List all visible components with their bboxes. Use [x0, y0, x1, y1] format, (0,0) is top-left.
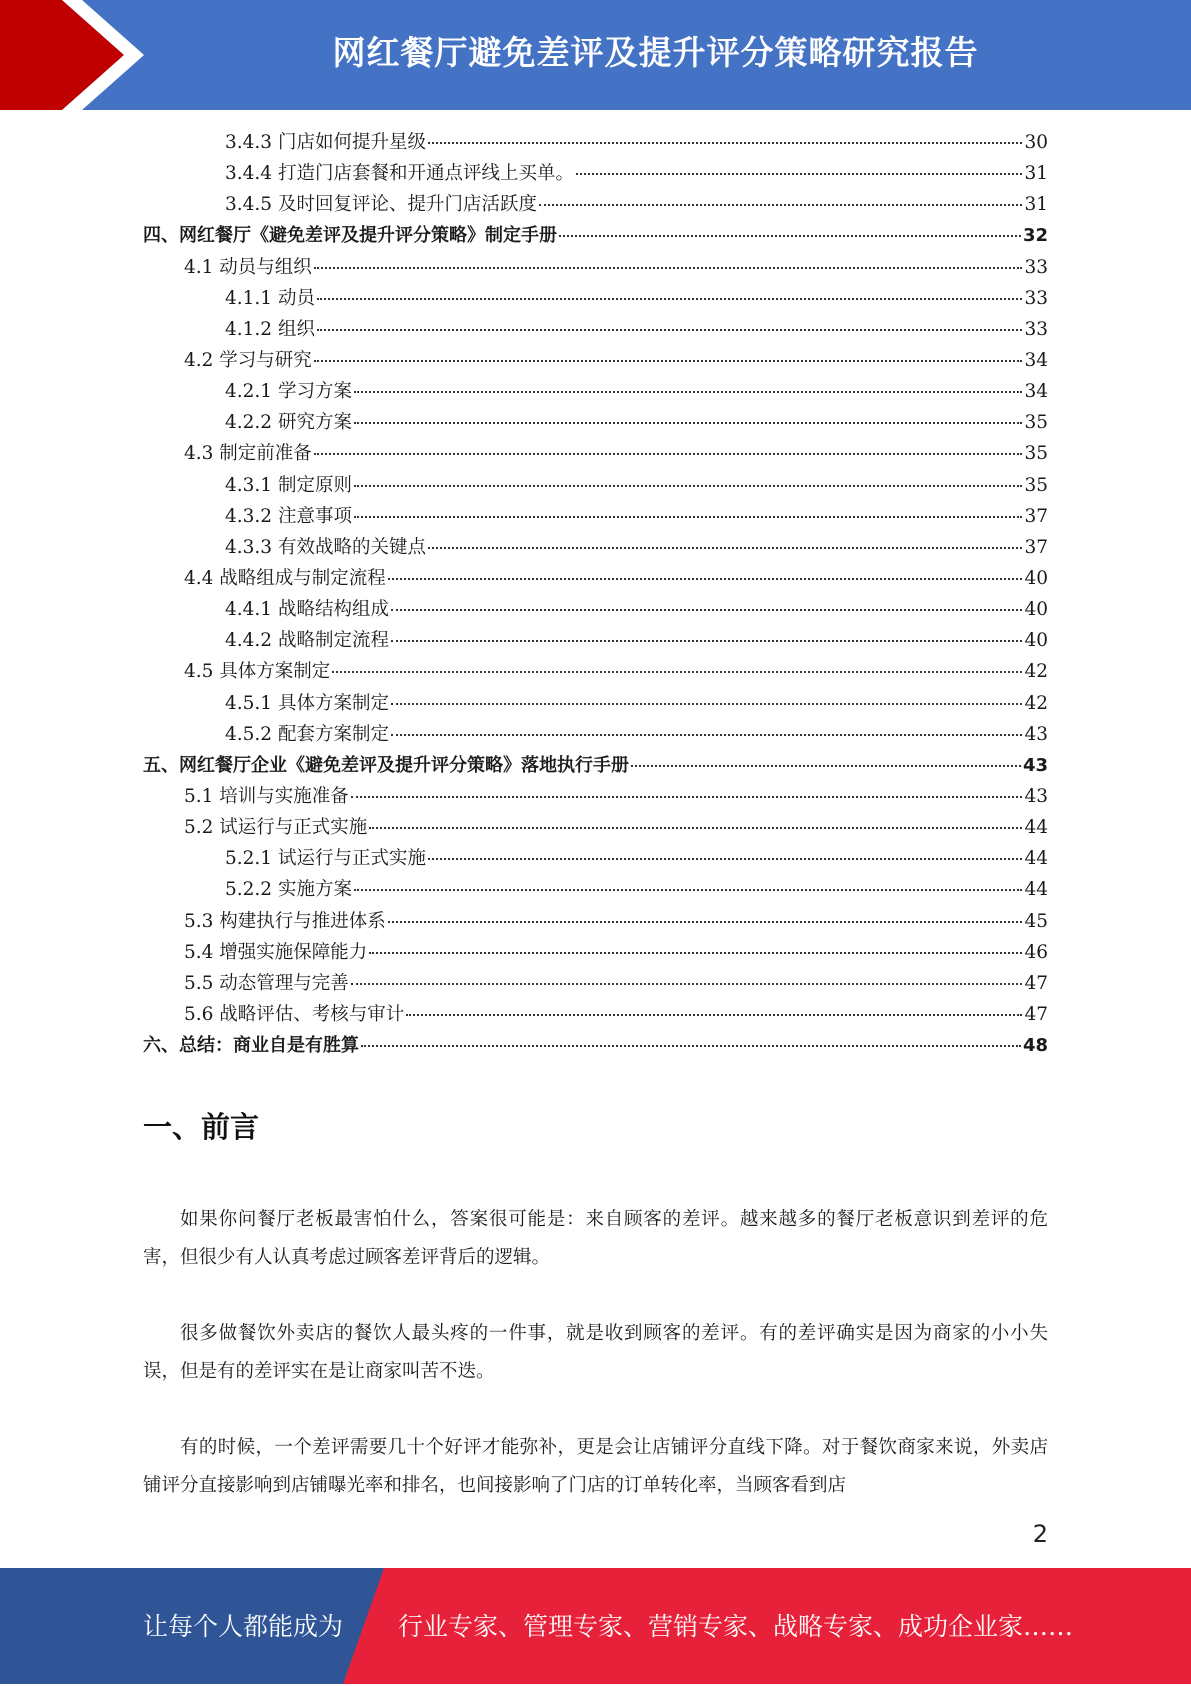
toc-entry-title: 5.6 战略评估、考核与审计: [184, 1003, 405, 1025]
section-heading: 一、前言: [143, 1110, 260, 1144]
toc-entry-page: 37: [1024, 505, 1048, 527]
toc-entry[interactable]: [143, 626, 1048, 657]
document-title: 网红餐厅避免差评及提升评分策略研究报告: [332, 33, 979, 72]
toc-dot-leader: [391, 639, 1022, 642]
toc-dot-leader: [314, 266, 1023, 269]
toc-dot-leader: [351, 982, 1023, 985]
toc-dot-leader: [559, 234, 1021, 237]
toc-entry-title: 4.2.1 学习方案: [225, 381, 352, 403]
toc-entry[interactable]: [143, 875, 1048, 906]
toc-entry-title: 5.2 试运行与正式实施: [184, 817, 368, 839]
toc-entry-page: 31: [1024, 194, 1048, 216]
toc-entry-page: 46: [1024, 941, 1048, 963]
toc-entry-title: 4.4.2 战略制定流程: [225, 630, 389, 652]
toc-dot-leader: [354, 390, 1023, 393]
toc-entry-page: 43: [1024, 785, 1048, 807]
toc-entry-page: 47: [1024, 1003, 1048, 1025]
toc-entry-page: 42: [1024, 692, 1048, 714]
toc-entry[interactable]: [143, 813, 1048, 844]
toc-entry-title: 5.5 动态管理与完善: [184, 972, 349, 994]
toc-entry-page: 30: [1024, 132, 1048, 153]
toc-entry-title: 4.1.1 动员: [225, 287, 315, 309]
toc-entry-title: 六、总结：商业自是有胜算: [143, 1035, 359, 1057]
toc-entry-title: 4.1 动员与组织: [184, 256, 312, 278]
toc-entry-page: 33: [1024, 318, 1048, 340]
toc-entry[interactable]: [143, 720, 1048, 751]
toc-entry[interactable]: [143, 657, 1048, 688]
toc-entry[interactable]: [143, 1000, 1048, 1031]
toc-entry-page: 48: [1022, 1035, 1048, 1057]
footer-banner: [0, 1568, 1191, 1684]
toc-dot-leader: [388, 577, 1023, 580]
toc-entry-title: 5.4 增强实施保障能力: [184, 941, 368, 963]
toc-entry-title: 4.1.2 组织: [225, 318, 315, 340]
toc-entry[interactable]: [143, 595, 1048, 626]
toc-entry-title: 4.3.3 有效战略的关键点: [225, 536, 426, 558]
toc-entry[interactable]: [143, 502, 1048, 533]
toc-entry-title: 3.4.3 门店如何提升星级: [225, 132, 426, 153]
toc-entry[interactable]: [143, 844, 1048, 875]
toc-dot-leader: [354, 888, 1023, 891]
toc-dot-leader: [391, 702, 1022, 705]
toc-entry-title: 5.2.1 试运行与正式实施: [225, 848, 426, 870]
toc-entry-title: 4.5.1 具体方案制定: [225, 692, 389, 714]
toc-entry-title: 4.4.1 战略结构组成: [225, 599, 389, 621]
toc-entry[interactable]: [143, 533, 1048, 564]
toc-entry-page: 35: [1024, 474, 1048, 496]
toc-entry-page: 34: [1024, 381, 1048, 403]
paragraph: 很多做餐饮外卖店的餐饮人最头疼的一件事，就是收到顾客的差评。有的差评确实是因为商家的小小失误，但是有的差评实在是让商家叫苦不迭。: [143, 1323, 1048, 1382]
toc-dot-leader: [428, 141, 1022, 144]
toc-dot-leader: [332, 670, 1022, 673]
toc-dot-leader: [576, 172, 1022, 175]
toc-entry[interactable]: [143, 1031, 1048, 1062]
toc-entry-page: 35: [1024, 443, 1048, 465]
toc-dot-leader: [428, 857, 1022, 860]
toc-entry[interactable]: [143, 346, 1048, 377]
toc-entry-title: 4.2.2 研究方案: [225, 412, 352, 434]
toc-dot-leader: [391, 608, 1022, 611]
toc-entry-page: 32: [1022, 225, 1048, 247]
toc-entry-title: 4.3.1 制定原则: [225, 474, 352, 496]
toc-dot-leader: [361, 1044, 1021, 1047]
toc-entry-page: 40: [1024, 567, 1048, 589]
toc-entry-title: 4.5.2 配套方案制定: [225, 723, 389, 745]
footer-slogan-right: 行业专家、管理专家、营销专家、战略专家、成功企业家……: [398, 1612, 1074, 1641]
toc-entry-title: 4.2 学习与研究: [184, 349, 312, 371]
toc-entry[interactable]: [143, 221, 1048, 252]
toc-entry-page: 31: [1024, 163, 1048, 185]
toc-entry-title: 5.1 培训与实施准备: [184, 785, 349, 807]
toc-entry-page: 45: [1024, 910, 1048, 932]
toc-entry[interactable]: [143, 938, 1048, 969]
toc-dot-leader: [391, 733, 1022, 736]
toc-entry-title: 3.4.5 及时回复评论、提升门店活跃度: [225, 194, 537, 216]
toc-entry-title: 4.5 具体方案制定: [184, 661, 331, 683]
toc-entry[interactable]: [143, 377, 1048, 408]
toc-entry[interactable]: [143, 159, 1048, 190]
toc-entry[interactable]: [143, 190, 1048, 221]
toc-entry[interactable]: [143, 751, 1048, 782]
toc-entry-page: 43: [1022, 754, 1048, 776]
toc-entry[interactable]: [143, 253, 1048, 284]
toc-dot-leader: [369, 951, 1022, 954]
toc-entry-title: 5.2.2 实施方案: [225, 879, 352, 901]
toc-entry[interactable]: [143, 128, 1048, 159]
toc-dot-leader: [314, 359, 1023, 362]
toc-entry[interactable]: [143, 969, 1048, 1000]
toc-entry-page: 37: [1024, 536, 1048, 558]
toc-entry-page: 43: [1024, 723, 1048, 745]
toc-entry[interactable]: [143, 408, 1048, 439]
table-of-contents: [143, 128, 1048, 1062]
toc-entry-title: 四、网红餐厅《避免差评及提升评分策略》制定手册: [143, 225, 557, 247]
toc-dot-leader: [354, 484, 1023, 487]
toc-entry-page: 44: [1024, 817, 1048, 839]
toc-entry-page: 44: [1024, 879, 1048, 901]
toc-entry[interactable]: [143, 284, 1048, 315]
toc-entry-title: 4.3.2 注意事项: [225, 505, 352, 527]
toc-entry-page: 44: [1024, 848, 1048, 870]
toc-entry-page: 42: [1024, 661, 1048, 683]
header-banner: [0, 0, 1191, 110]
toc-dot-leader: [631, 764, 1021, 767]
page-number: 2: [1032, 1520, 1048, 1548]
toc-dot-leader: [388, 920, 1023, 923]
toc-entry-page: 47: [1024, 972, 1048, 994]
toc-entry-title: 5.3 构建执行与推进体系: [184, 910, 386, 932]
toc-entry-title: 五、网红餐厅企业《避免差评及提升评分策略》落地执行手册: [143, 754, 629, 776]
toc-entry-page: 34: [1024, 349, 1048, 371]
toc-dot-leader: [428, 546, 1022, 549]
toc-entry[interactable]: [143, 782, 1048, 813]
toc-dot-leader: [314, 452, 1023, 455]
toc-entry-title: 3.4.4 打造门店套餐和开通点评线上买单。: [225, 163, 574, 185]
toc-dot-leader: [406, 1013, 1022, 1016]
toc-dot-leader: [351, 795, 1023, 798]
footer-slogan-left: 让每个人都能成为: [143, 1612, 344, 1641]
toc-entry[interactable]: [143, 315, 1048, 346]
toc-entry[interactable]: [143, 471, 1048, 502]
toc-dot-leader: [354, 421, 1023, 424]
toc-dot-leader: [369, 826, 1022, 829]
toc-entry-page: 33: [1024, 256, 1048, 278]
toc-entry-page: 33: [1024, 287, 1048, 309]
paragraph: 如果你问餐厅老板最害怕什么，答案很可能是：来自顾客的差评。越来越多的餐厅老板意识到差评的危害，但很少有人认真考虑过顾客差评背后的逻辑。: [143, 1209, 1048, 1268]
toc-entry-page: 40: [1024, 630, 1048, 652]
toc-entry-page: 35: [1024, 412, 1048, 434]
toc-entry-page: 40: [1024, 599, 1048, 621]
toc-dot-leader: [317, 297, 1023, 300]
toc-entry[interactable]: [143, 689, 1048, 720]
toc-entry-title: 4.4 战略组成与制定流程: [184, 567, 386, 589]
toc-dot-leader: [317, 328, 1023, 331]
toc-entry[interactable]: [143, 564, 1048, 595]
toc-dot-leader: [354, 515, 1023, 518]
paragraph: 有的时候，一个差评需要几十个好评才能弥补，更是会让店铺评分直线下降。对于餐饮商家来说，外卖店铺评分直接影响到店铺曝光率和排名，也间接影响了门店的订单转化率，当顾客看到店: [143, 1437, 1048, 1496]
toc-dot-leader: [539, 203, 1022, 206]
toc-entry[interactable]: [143, 907, 1048, 938]
toc-entry[interactable]: [143, 439, 1048, 470]
toc-entry-title: 4.3 制定前准备: [184, 443, 312, 465]
